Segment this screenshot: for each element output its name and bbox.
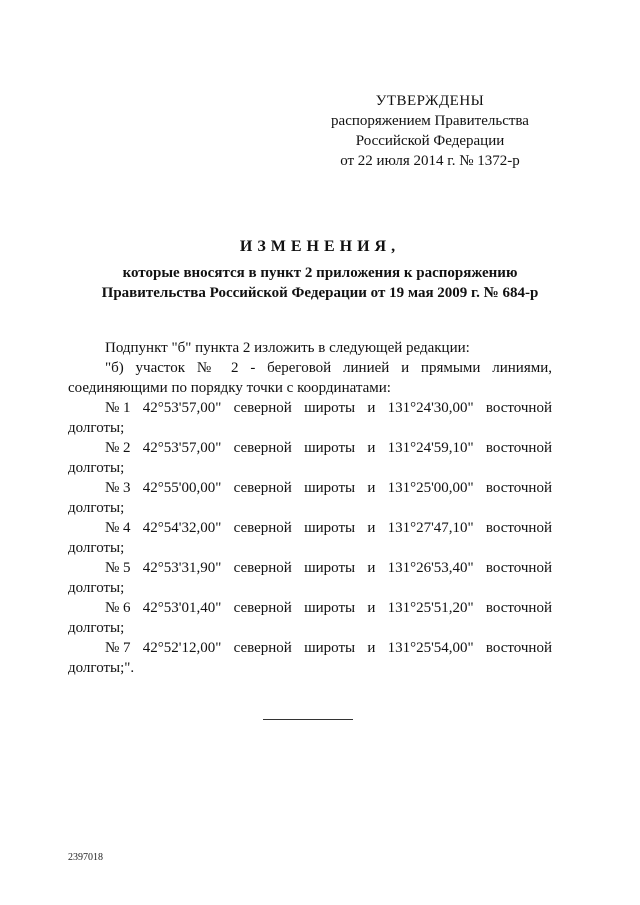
point-lon-word: восточной <box>485 400 552 416</box>
point-num: № 2 <box>105 440 131 456</box>
point-tail: долготы; <box>68 620 125 636</box>
coordinate-point-line <box>68 638 552 658</box>
coordinate-point-line <box>68 518 552 538</box>
point-lon-word: восточной <box>485 480 552 496</box>
coordinate-point-line <box>68 558 552 578</box>
point-num: № 1 <box>105 400 131 416</box>
point-lon: 131°27'47,10" <box>387 520 474 536</box>
point-lat-word: северной <box>233 400 292 416</box>
point-and: и <box>367 560 376 576</box>
point-lat-word2: широты <box>304 520 356 536</box>
point-lat-word: северной <box>233 520 292 536</box>
point-num: № 4 <box>105 520 131 536</box>
point-and: и <box>367 520 376 536</box>
point-and: и <box>367 640 376 656</box>
coordinate-point-line <box>68 398 552 418</box>
quote-line: соединяющими по порядку точки с координатами: <box>68 380 391 396</box>
point-and: и <box>367 440 376 456</box>
point-lat: 42°53'01,40" <box>142 600 222 616</box>
approval-date: от 22 июля 2014 г. № 1372-р <box>340 153 520 169</box>
point-lat-word2: широты <box>304 440 356 456</box>
point-lat: 42°53'57,00" <box>142 400 222 416</box>
point-lon-word: восточной <box>485 600 552 616</box>
subtitle-line: которые вносятся в пункт 2 приложения к распоряжению <box>122 265 518 281</box>
point-lat-word: северной <box>233 640 292 656</box>
point-lon-word: восточной <box>485 440 552 456</box>
point-lon: 131°25'51,20" <box>387 600 474 616</box>
approval-block <box>300 91 560 171</box>
document-subtitle <box>60 263 580 303</box>
point-num: № 7 <box>105 640 131 656</box>
point-num: № 3 <box>105 480 131 496</box>
point-tail: долготы; <box>68 540 125 556</box>
point-lat: 42°52'12,00" <box>142 640 222 656</box>
document-title: ИЗМЕНЕНИЯ, <box>239 238 401 255</box>
point-lat: 42°53'31,90" <box>142 560 222 576</box>
coordinate-points-list <box>68 398 552 678</box>
point-num: № 6 <box>105 600 131 616</box>
point-tail: долготы; <box>68 500 125 516</box>
point-and: и <box>367 480 376 496</box>
approval-line: распоряжением Правительства <box>331 113 529 129</box>
approval-line: Российской Федерации <box>355 133 505 149</box>
point-lon: 131°24'59,10" <box>387 440 474 456</box>
point-lat-word: северной <box>233 480 292 496</box>
end-rule <box>263 719 353 720</box>
coordinate-point-line <box>68 438 552 458</box>
point-lon-word: восточной <box>485 640 552 656</box>
point-lon: 131°25'00,00" <box>387 480 474 496</box>
point-lat: 42°53'57,00" <box>142 440 222 456</box>
document-body <box>68 338 552 678</box>
point-lon: 131°24'30,00" <box>387 400 474 416</box>
point-lon-word: восточной <box>485 520 552 536</box>
point-lat-word2: широты <box>304 600 356 616</box>
point-and: и <box>367 600 376 616</box>
point-lat-word2: широты <box>304 560 356 576</box>
point-lat-word2: широты <box>304 400 356 416</box>
point-tail: долготы;". <box>68 660 135 676</box>
point-lat-word2: широты <box>304 640 356 656</box>
coordinate-point-line <box>68 598 552 618</box>
point-lon: 131°25'54,00" <box>387 640 474 656</box>
approval-stamp: УТВЕРЖДЕНЫ <box>375 93 485 109</box>
point-lon: 131°26'53,40" <box>387 560 474 576</box>
point-and: и <box>367 400 376 416</box>
subtitle-line: Правительства Российской Федерации от 19 мая 2009 г. № 684-р <box>101 285 539 301</box>
intro-paragraph: Подпункт "б" пункта 2 изложить в следующей редакции: <box>105 340 470 356</box>
point-num: № 5 <box>105 560 131 576</box>
point-tail: долготы; <box>68 420 125 436</box>
document-code: 2397018 <box>68 852 103 863</box>
point-lat: 42°55'00,00" <box>142 480 222 496</box>
point-lat-word: северной <box>233 600 292 616</box>
point-lat: 42°54'32,00" <box>142 520 222 536</box>
point-lat-word: северной <box>233 560 292 576</box>
quote-line: "б) участок № 2 - береговой линией и прямыми линиями, <box>105 360 552 376</box>
point-tail: долготы; <box>68 580 125 596</box>
point-lon-word: восточной <box>485 560 552 576</box>
point-tail: долготы; <box>68 460 125 476</box>
coordinate-point-line <box>68 478 552 498</box>
point-lat-word2: широты <box>304 480 356 496</box>
point-lat-word: северной <box>233 440 292 456</box>
